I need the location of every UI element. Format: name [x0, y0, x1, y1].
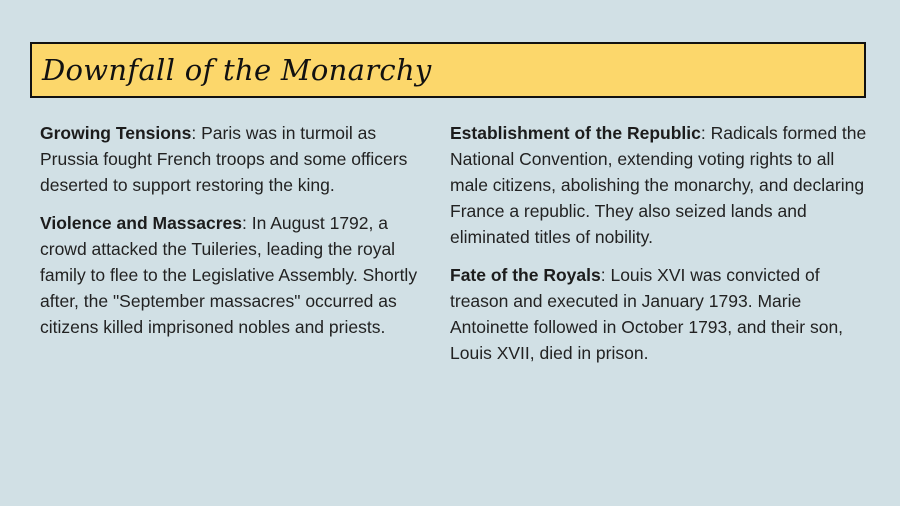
paragraph-growing-tensions — [40, 120, 435, 198]
page-title: Downfall of the Monarchy — [42, 53, 432, 87]
paragraph-body: In August 1792, a crowd attacked the Tuileries, leading the royal family to flee to the Legislative Assembly. Shortly after, the "September massacres" occurred as citizens killed imprisoned nobles and priests. — [40, 213, 418, 337]
left-column — [40, 120, 435, 352]
right-column — [450, 120, 870, 378]
heading-separator: : — [191, 123, 202, 143]
heading-separator: : — [600, 265, 611, 285]
paragraph-body: Radicals formed the National Convention, extending voting rights to all male citizens, abolishing the monarchy, and declaring France a republic. They also seized lands and eliminated titles of nobility. — [450, 123, 867, 247]
paragraph-body: Paris was in turmoil as Prussia fought French troops and some officers deserted to support restoring the king. — [40, 123, 408, 195]
paragraph-heading: Establishment of the Republic — [450, 123, 701, 143]
paragraph-heading: Growing Tensions — [40, 123, 192, 143]
paragraph-body: Louis XVI was convicted of treason and executed in January 1793. Marie Antoinette followed in October 1793, and their son, Louis XVII, died in prison. — [450, 265, 844, 363]
paragraph-heading: Fate of the Royals — [450, 265, 601, 285]
paragraph-fate-of-royals — [450, 262, 870, 366]
paragraph-violence-and-massacres — [40, 210, 435, 340]
heading-separator: : — [242, 213, 252, 233]
heading-separator: : — [700, 123, 711, 143]
paragraph-heading: Violence and Massacres — [40, 213, 243, 233]
paragraph-establishment-of-republic — [450, 120, 870, 250]
title-banner — [30, 42, 866, 98]
